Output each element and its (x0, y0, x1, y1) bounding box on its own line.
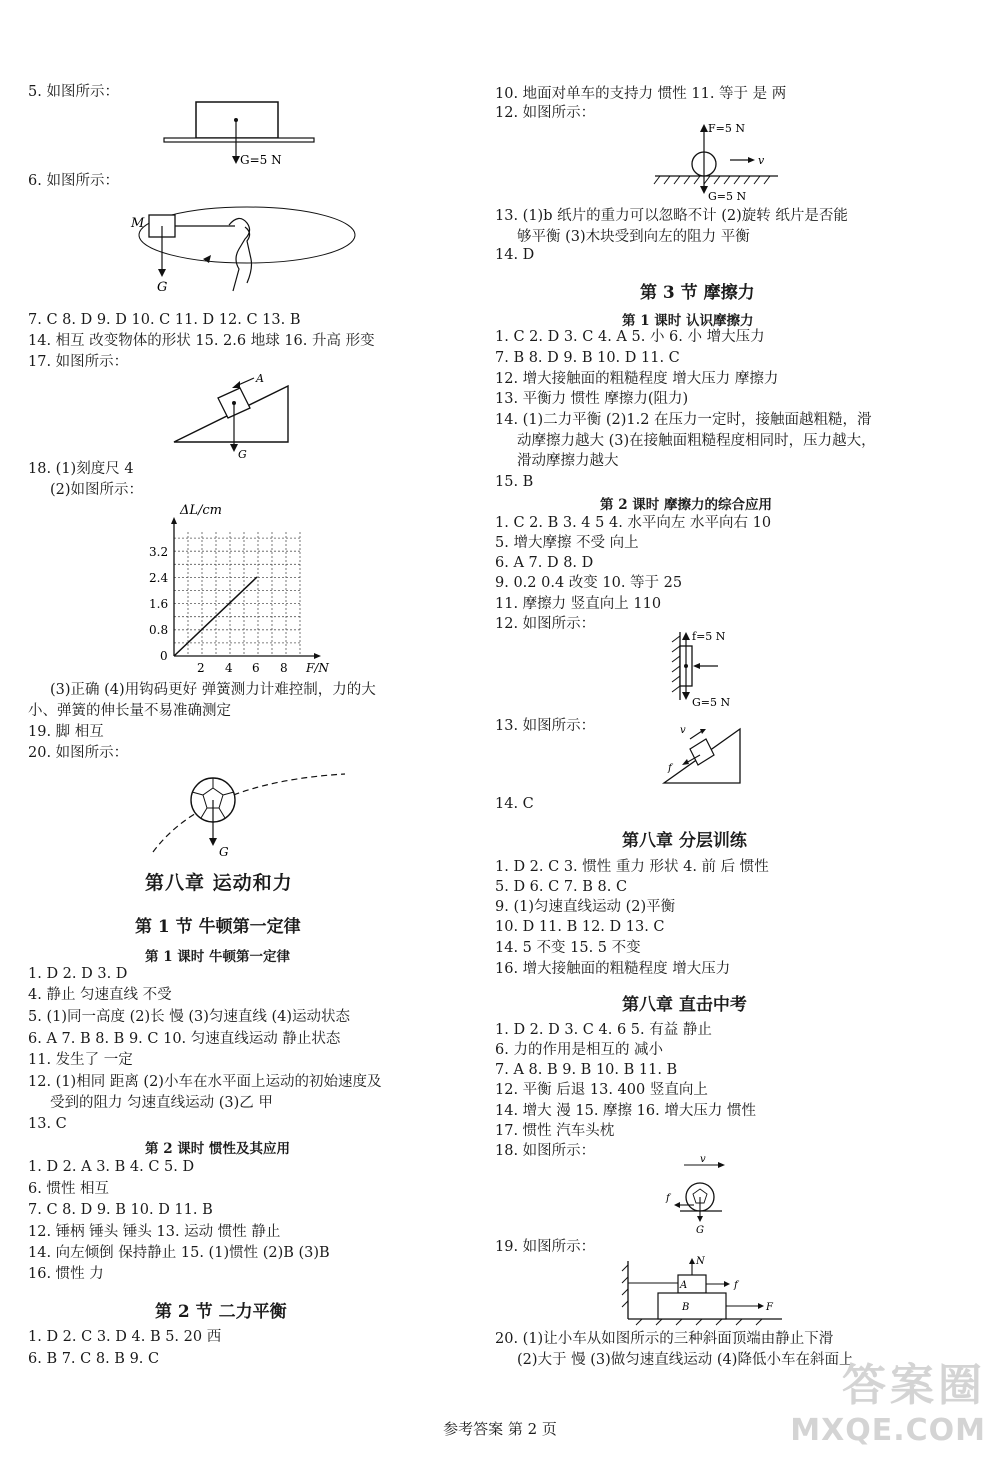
svg-text:F: F (766, 1302, 773, 1313)
answers: 7. A 8. B 9. B 10. B 11. B (495, 1062, 678, 1078)
y-tick: 0.8 (149, 623, 169, 637)
answers: 12. (1)相同 距离 (2)小车在水平面上运动的初始速度及 (28, 1074, 382, 1090)
answers: 9. 0.2 0.4 改变 10. 等于 25 (495, 575, 683, 591)
svg-text:G: G (238, 448, 247, 461)
svg-text:v: v (758, 154, 765, 167)
answers: 6. 惯性 相互 (28, 1181, 110, 1197)
question-19: 19. 脚 相互 (28, 724, 104, 740)
figure-5-block-on-table (150, 98, 330, 173)
section-3-title: 第 3 节 摩擦力 (640, 283, 755, 303)
svg-text:B: B (682, 1302, 690, 1313)
answers: 1. D 2. D 3. C 4. 6 5. 有益 静止 (495, 1022, 712, 1038)
answers: 5. (1)同一高度 (2)长 慢 (3)匀速直线 (4)运动状态 (28, 1009, 351, 1025)
answers: 动摩擦力越大 (3)在接触面粗糙程度相同时，压力越大， (517, 433, 876, 449)
svg-text:v: v (700, 1154, 706, 1165)
question-12: 12. 如图所示： (495, 616, 596, 632)
svg-text:G=5 N: G=5 N (708, 190, 747, 203)
svg-text:G: G (219, 845, 229, 859)
question-17: 17. 如图所示： (28, 354, 129, 370)
svg-text:f: f (666, 1193, 670, 1204)
chapter-title: 第八章 运动和力 (145, 872, 293, 894)
answers: 17. 惯性 汽车头枕 (495, 1123, 615, 1139)
answers: 滑动摩擦力越大 (517, 453, 619, 469)
answers: 12. 锤柄 锤头 锤头 13. 运动 惯性 静止 (28, 1224, 281, 1240)
svg-text:G=5 N: G=5 N (692, 696, 731, 709)
svg-text:F=5 N: F=5 N (708, 122, 745, 135)
answers: 7. C 8. D 9. B 10. D 11. B (28, 1202, 213, 1218)
figure-12-block-on-wall (660, 630, 750, 710)
answers: 14. C (495, 796, 534, 812)
answers: 10. D 11. B 12. D 13. C (495, 919, 665, 935)
y-tick: 3.2 (149, 545, 169, 559)
x-tick: 8 (280, 661, 288, 675)
figure-6-whirling-object (125, 195, 355, 310)
question-18-1: 18. (1)刻度尺 4 (28, 461, 134, 477)
label-g5n: G=5 N (240, 153, 282, 167)
lesson-2-title: 第 2 课时 摩擦力的综合应用 (600, 497, 772, 513)
answers: 6. B 7. C 8. B 9. C (28, 1351, 160, 1367)
question-5: 5. 如图所示： (28, 84, 119, 100)
answers: 13. C (28, 1116, 67, 1132)
question-19: 19. 如图所示： (495, 1239, 596, 1255)
answers: 20. (1)让小车从如图所示的三种斜面顶端由静止下滑 (495, 1331, 834, 1347)
answers: 受到的阻力 匀速直线运动 (3)乙 甲 (50, 1095, 273, 1111)
answers: 5. D 6. C 7. B 8. C (495, 879, 628, 895)
figure-17-block-on-incline (170, 372, 300, 460)
answers: 1. D 2. C 3. D 4. B 5. 20 西 (28, 1329, 222, 1345)
answers: 4. 静止 匀速直线 不受 (28, 987, 172, 1003)
answers-14-16: 14. 相互 改变物体的形状 15. 2.6 地球 16. 升高 形变 (28, 333, 375, 349)
x-tick: 6 (252, 661, 260, 675)
svg-text:f: f (668, 763, 672, 774)
answers: 1. D 2. D 3. D (28, 966, 128, 982)
figure-13-block-on-incline (660, 725, 745, 787)
answers: 10. 地面对单车的支持力 惯性 11. 等于 是 两 (495, 86, 787, 102)
answers: 14. 增大 漫 15. 摩擦 16. 增大压力 惯性 (495, 1103, 756, 1119)
svg-text:A: A (680, 1280, 688, 1291)
svg-text:M: M (131, 216, 145, 231)
answers: 16. 惯性 力 (28, 1266, 104, 1282)
question-18-3: (3)正确 (4)用钩码更好 弹簧测力计难控制，力的大 (50, 682, 376, 698)
y-tick: 2.4 (149, 571, 169, 585)
answers: 14. (1)二力平衡 (2)1.2 在压力一定时，接触面越粗糙，滑 (495, 412, 872, 428)
x-axis-label: F/N (306, 661, 329, 675)
svg-text:f=5 N: f=5 N (692, 630, 726, 643)
page-footer: 参考答案 第 2 页 (443, 1420, 557, 1438)
answers: (2)大于 慢 (3)做匀速直线运动 (4)降低小车在斜面上 (517, 1352, 854, 1368)
x-tick: 2 (197, 661, 205, 675)
answers: 1. D 2. C 3. 惯性 重力 形状 4. 前 后 惯性 (495, 859, 769, 875)
chapter-practice-title: 第八章 分层训练 (622, 831, 747, 851)
figure-18-rolling-ball (660, 1155, 740, 1235)
answers: 6. A 7. D 8. D (495, 555, 594, 571)
answers: 13. (1)b 纸片的重力可以忽略不计 (2)旋转 纸片是否能 (495, 208, 848, 224)
question-6: 6. 如图所示： (28, 173, 119, 189)
question-12: 12. 如图所示： (495, 105, 596, 121)
figure-19-stacked-blocks (622, 1255, 787, 1325)
y-tick: 1.6 (149, 597, 169, 611)
answers: 9. (1)匀速直线运动 (2)平衡 (495, 899, 676, 915)
answers: 够平衡 (3)木块受到向左的阻力 平衡 (517, 229, 750, 245)
question-18-3-cont: 小、弹簧的伸长量不易准确测定 (28, 703, 231, 719)
svg-text:v: v (680, 725, 686, 736)
answers: 13. 平衡力 惯性 摩擦力(阻力) (495, 391, 689, 407)
answers: 12. 平衡 后退 13. 400 竖直向上 (495, 1082, 708, 1098)
question-18: 18. 如图所示： (495, 1143, 596, 1159)
answers: 1. C 2. D 3. C 4. A 5. 小 6. 小 增大压力 (495, 329, 765, 345)
question-13: 13. 如图所示： (495, 718, 596, 734)
lesson-1-title: 第 1 课时 认识摩擦力 (622, 313, 754, 329)
figure-20-ball-trajectory (145, 762, 355, 862)
svg-text:A: A (256, 372, 264, 385)
section-1-title: 第 1 节 牛顿第一定律 (135, 917, 301, 937)
lesson-1-title: 第 1 课时 牛顿第一定律 (145, 949, 290, 965)
question-20: 20. 如图所示： (28, 745, 129, 761)
svg-text:f: f (734, 1280, 738, 1291)
figure-18-graph (140, 498, 340, 678)
answers: 6. A 7. B 8. B 9. C 10. 匀速直线运动 静止状态 (28, 1031, 341, 1047)
answers: 7. B 8. D 9. B 10. D 11. C (495, 350, 680, 366)
svg-text:N: N (696, 1256, 705, 1267)
y-axis-label: ΔL/cm (180, 503, 223, 518)
x-tick: 4 (225, 661, 233, 675)
answers: 1. C 2. B 3. 4 5 4. 水平向左 水平向右 10 (495, 515, 772, 531)
answers: 11. 发生了 一定 (28, 1052, 133, 1068)
answers: 14. 向左倾倒 保持静止 15. (1)惯性 (2)B (3)B (28, 1245, 330, 1261)
answers: 5. 增大摩擦 不受 向上 (495, 535, 639, 551)
section-2-title: 第 2 节 二力平衡 (155, 1302, 287, 1322)
chapter-exam-title: 第八章 直击中考 (622, 995, 747, 1015)
svg-text:G: G (157, 280, 168, 295)
answers: 16. 增大接触面的粗糙程度 增大压力 (495, 961, 731, 977)
lesson-2-title: 第 2 课时 惯性及其应用 (145, 1141, 290, 1157)
answers: 11. 摩擦力 竖直向上 110 (495, 596, 662, 612)
answers: 6. 力的作用是相互的 减小 (495, 1042, 664, 1058)
question-18-2: (2)如图所示： (50, 482, 144, 498)
answers: 15. B (495, 474, 534, 490)
figure-12-bike-wheel (650, 120, 790, 202)
svg-text:G: G (696, 1225, 704, 1236)
answers: 14. D (495, 247, 535, 263)
answers: 14. 5 不变 15. 5 不变 (495, 940, 641, 956)
answers: 12. 增大接触面的粗糙程度 增大压力 摩擦力 (495, 371, 779, 387)
answers: 1. D 2. A 3. B 4. C 5. D (28, 1159, 195, 1175)
y-tick: 0 (160, 649, 168, 663)
watermark: 答案圈 MXQE.COM (790, 1360, 986, 1448)
answers-7-13: 7. C 8. D 9. D 10. C 11. D 12. C 13. B (28, 312, 301, 328)
